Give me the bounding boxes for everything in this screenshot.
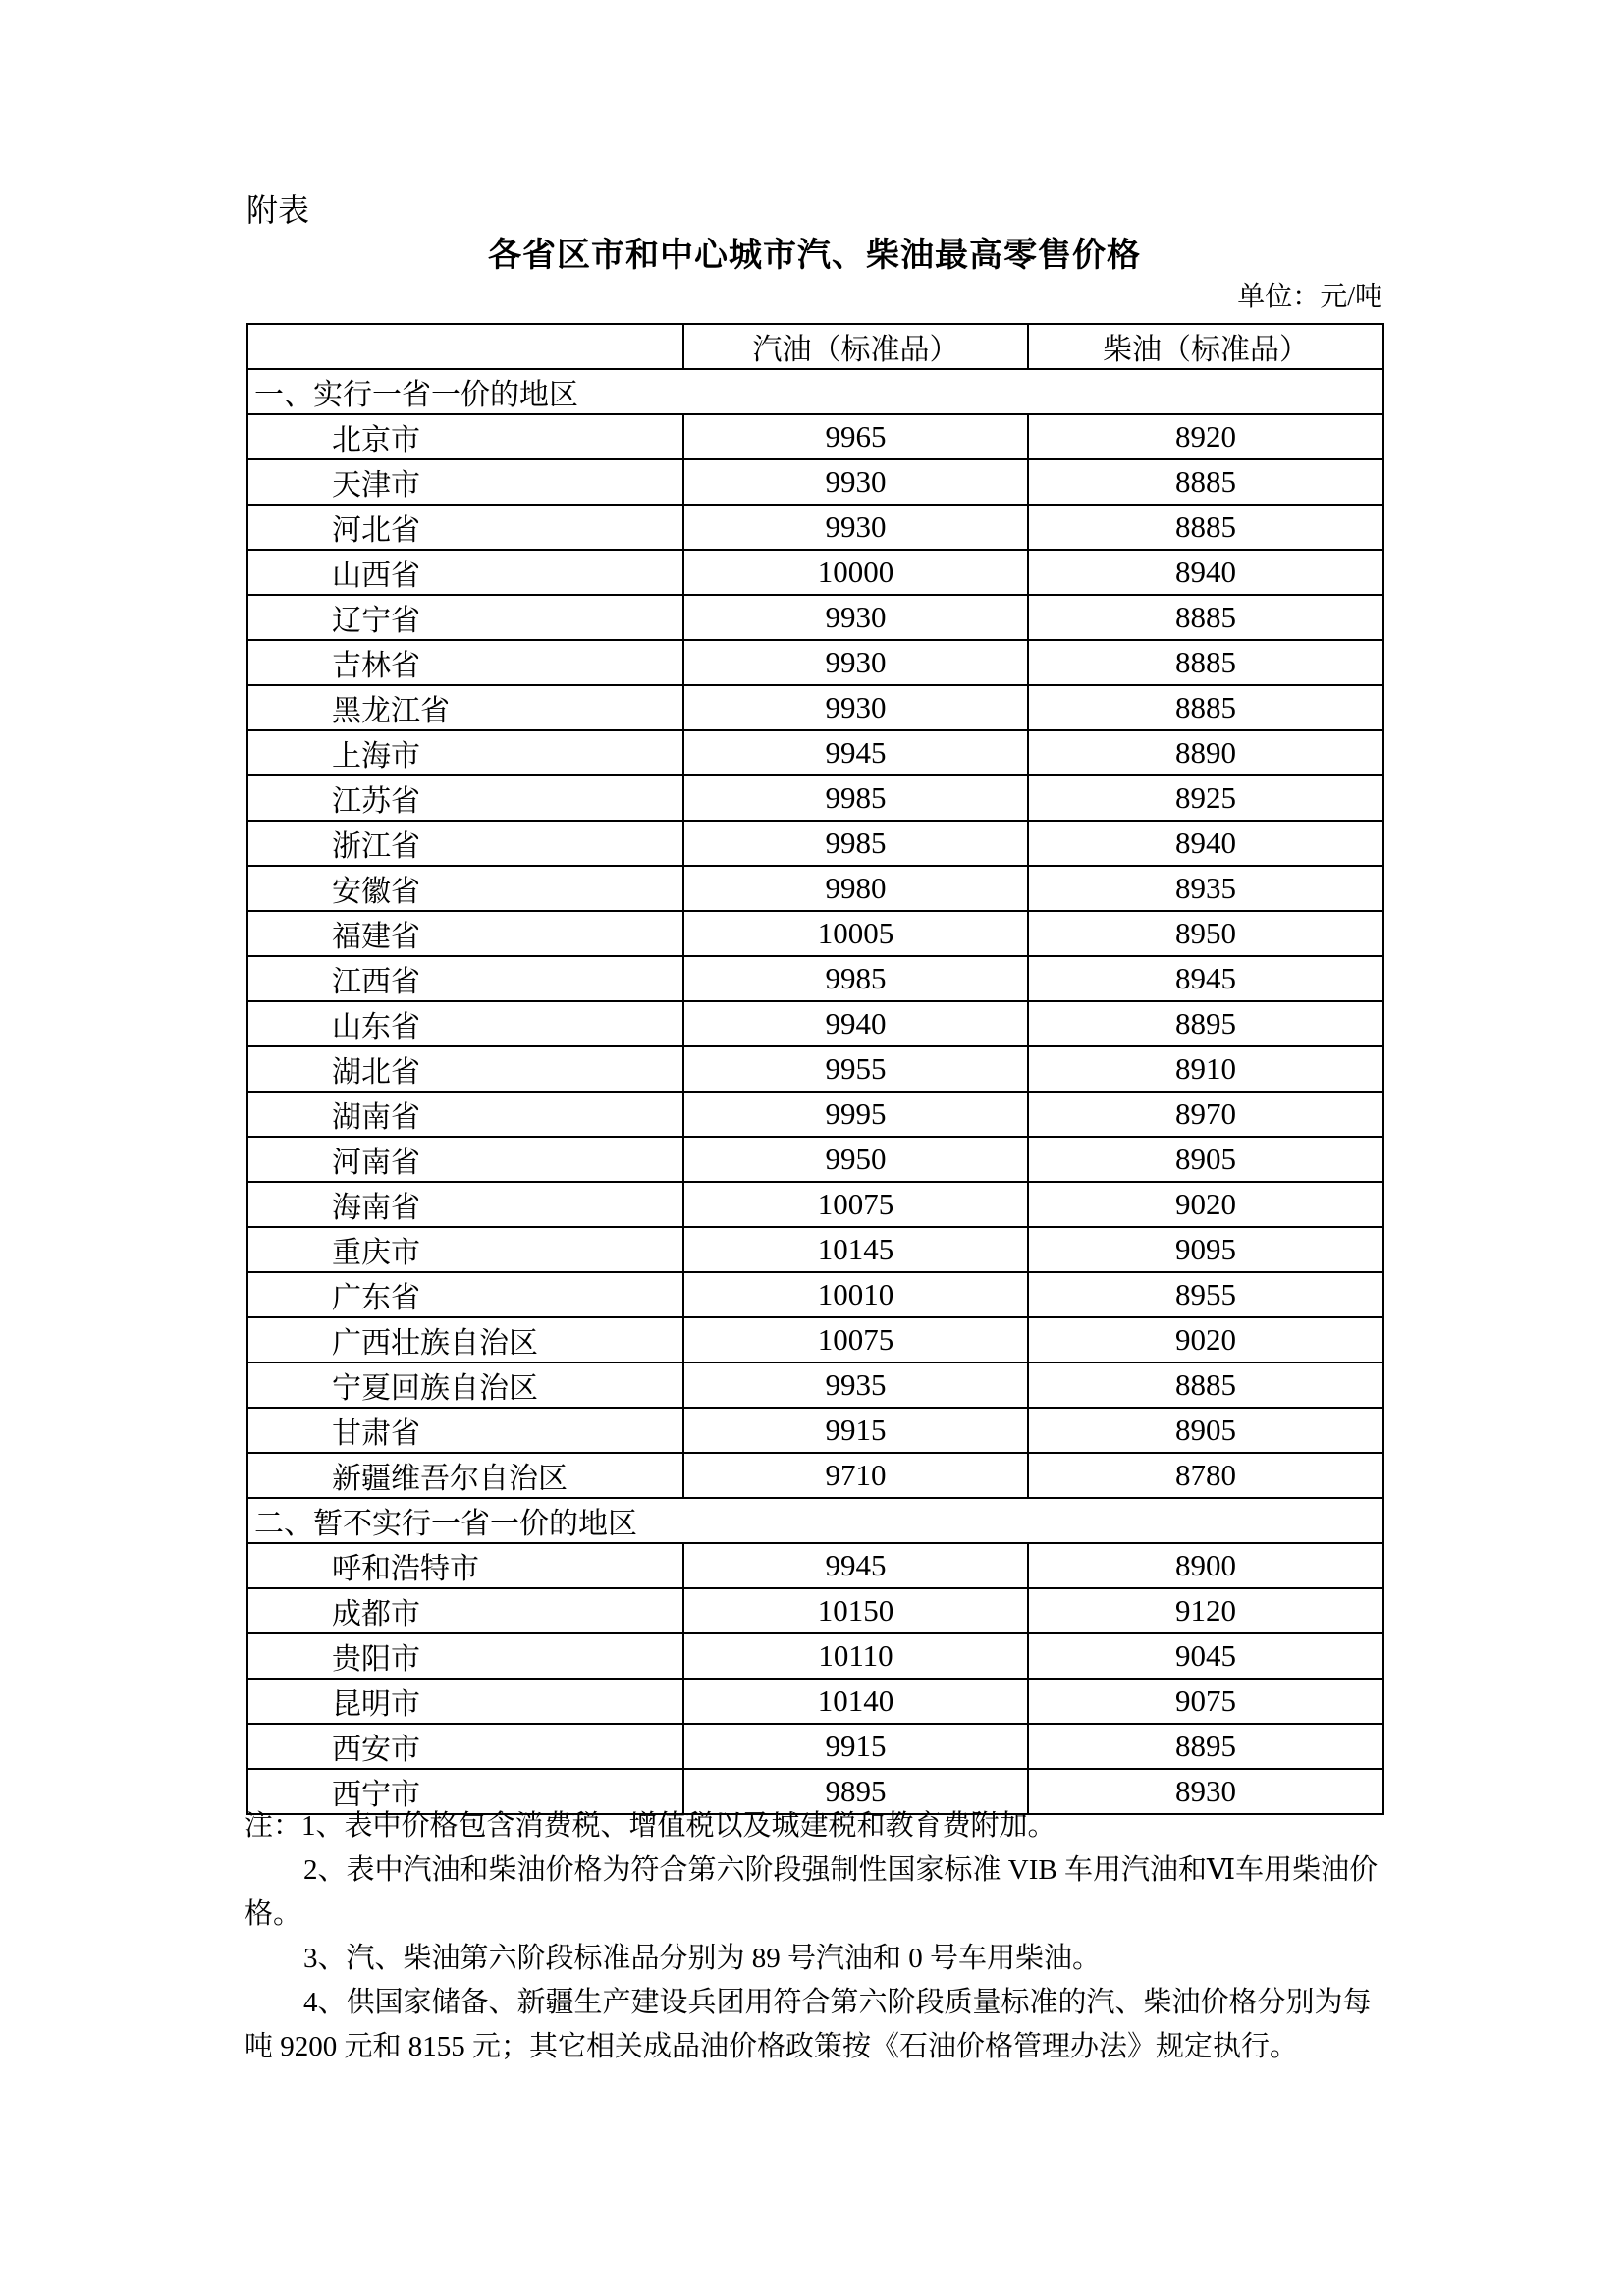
diesel-column-header: 柴油（标准品） [1028, 324, 1383, 369]
diesel-price-cell: 9120 [1028, 1588, 1383, 1633]
table-row [247, 1724, 1383, 1769]
region-cell: 呼和浩特市 [247, 1543, 683, 1588]
region-cell: 重庆市 [247, 1227, 683, 1272]
region-cell: 上海市 [247, 730, 683, 775]
region-cell: 江苏省 [247, 775, 683, 821]
table-row [247, 1182, 1383, 1227]
region-cell: 昆明市 [247, 1679, 683, 1724]
table-row [247, 505, 1383, 550]
diesel-price-cell: 8780 [1028, 1453, 1383, 1498]
gasoline-price-cell: 9945 [683, 730, 1028, 775]
region-cell: 成都市 [247, 1588, 683, 1633]
table-row [247, 730, 1383, 775]
region-cell: 浙江省 [247, 821, 683, 866]
gasoline-price-cell: 10145 [683, 1227, 1028, 1272]
diesel-price-cell: 8970 [1028, 1092, 1383, 1137]
diesel-price-cell: 9020 [1028, 1182, 1383, 1227]
diesel-price-cell: 8940 [1028, 821, 1383, 866]
region-cell: 河南省 [247, 1137, 683, 1182]
diesel-price-cell: 8925 [1028, 775, 1383, 821]
gasoline-price-cell: 9955 [683, 1046, 1028, 1092]
diesel-price-cell: 8945 [1028, 956, 1383, 1001]
table-row [247, 1092, 1383, 1137]
gasoline-price-cell: 9915 [683, 1724, 1028, 1769]
attachment-label: 附表 [246, 192, 310, 228]
diesel-price-cell: 8940 [1028, 550, 1383, 595]
region-cell: 黑龙江省 [247, 685, 683, 730]
region-cell: 广东省 [247, 1272, 683, 1317]
table-row [247, 1679, 1383, 1724]
gasoline-price-cell: 9985 [683, 775, 1028, 821]
diesel-price-cell: 8885 [1028, 685, 1383, 730]
table-row [247, 1453, 1383, 1498]
diesel-price-cell: 8930 [1028, 1769, 1383, 1814]
section-header-row-2 [247, 1498, 1383, 1543]
table-row [247, 956, 1383, 1001]
table-header-row [247, 324, 1383, 369]
gasoline-column-header: 汽油（标准品） [683, 324, 1028, 369]
region-cell: 北京市 [247, 414, 683, 459]
table-row [247, 1362, 1383, 1408]
gasoline-price-cell: 9945 [683, 1543, 1028, 1588]
region-cell: 山西省 [247, 550, 683, 595]
table-row [247, 1543, 1383, 1588]
region-column-header [247, 324, 683, 369]
table-row [247, 595, 1383, 640]
table-row [247, 640, 1383, 685]
diesel-price-cell: 8955 [1028, 1272, 1383, 1317]
region-cell: 吉林省 [247, 640, 683, 685]
region-cell: 江西省 [247, 956, 683, 1001]
gasoline-price-cell: 9930 [683, 595, 1028, 640]
diesel-price-cell: 8905 [1028, 1137, 1383, 1182]
unit-note: 单位：元/吨 [1237, 282, 1382, 312]
region-cell: 山东省 [247, 1001, 683, 1046]
section-header-row-1 [247, 369, 1383, 414]
gasoline-price-cell: 10010 [683, 1272, 1028, 1317]
gasoline-price-cell: 10005 [683, 911, 1028, 956]
notes-block [244, 1804, 1433, 2069]
table-row [247, 414, 1383, 459]
table-row [247, 1001, 1383, 1046]
gasoline-price-cell: 9985 [683, 956, 1028, 1001]
gasoline-price-cell: 10000 [683, 550, 1028, 595]
region-cell: 辽宁省 [247, 595, 683, 640]
gasoline-price-cell: 9965 [683, 414, 1028, 459]
gasoline-price-cell: 9915 [683, 1408, 1028, 1453]
gasoline-price-cell: 10140 [683, 1679, 1028, 1724]
table-row [247, 866, 1383, 911]
region-cell: 福建省 [247, 911, 683, 956]
diesel-price-cell: 8895 [1028, 1724, 1383, 1769]
region-cell: 天津市 [247, 459, 683, 505]
gasoline-price-cell: 9995 [683, 1092, 1028, 1137]
region-cell: 西宁市 [247, 1769, 683, 1814]
diesel-price-cell: 8895 [1028, 1001, 1383, 1046]
note-line: 4、供国家储备、新疆生产建设兵团用符合第六阶段质量标准的汽、柴油价格分别为每 [303, 1987, 1372, 2018]
gasoline-price-cell: 9940 [683, 1001, 1028, 1046]
note-line: 3、汽、柴油第六阶段标准品分别为 89 号汽油和 0 号车用柴油。 [303, 1943, 1102, 1974]
diesel-price-cell: 8910 [1028, 1046, 1383, 1092]
section-header-cell: 一、实行一省一价的地区 [247, 369, 1383, 414]
gasoline-price-cell: 9895 [683, 1769, 1028, 1814]
gasoline-price-cell: 9935 [683, 1362, 1028, 1408]
note-line: 2、表中汽油和柴油价格为符合第六阶段强制性国家标准 VIB 车用汽油和Ⅵ车用柴油价 [303, 1854, 1379, 1886]
gasoline-price-cell: 10150 [683, 1588, 1028, 1633]
diesel-price-cell: 8885 [1028, 505, 1383, 550]
diesel-price-cell: 8885 [1028, 459, 1383, 505]
table-row [247, 685, 1383, 730]
diesel-price-cell: 9020 [1028, 1317, 1383, 1362]
gasoline-price-cell: 9930 [683, 640, 1028, 685]
diesel-price-cell: 9095 [1028, 1227, 1383, 1272]
note-line: 吨 9200 元和 8155 元；其它相关成品油价格政策按《石油价格管理办法》规定执行。 [244, 2031, 1299, 2062]
table-row [247, 459, 1383, 505]
note-line: 格。 [244, 1898, 302, 1930]
region-cell: 海南省 [247, 1182, 683, 1227]
gasoline-price-cell: 9980 [683, 866, 1028, 911]
gasoline-price-cell: 10075 [683, 1182, 1028, 1227]
diesel-price-cell: 9075 [1028, 1679, 1383, 1724]
gasoline-price-cell: 9930 [683, 459, 1028, 505]
region-cell: 湖南省 [247, 1092, 683, 1137]
table-row [247, 1408, 1383, 1453]
price-table [246, 323, 1384, 1815]
diesel-price-cell: 9045 [1028, 1633, 1383, 1679]
gasoline-price-cell: 9950 [683, 1137, 1028, 1182]
diesel-price-cell: 8905 [1028, 1408, 1383, 1453]
region-cell: 西安市 [247, 1724, 683, 1769]
table-row [247, 1227, 1383, 1272]
diesel-price-cell: 8920 [1028, 414, 1383, 459]
diesel-price-cell: 8935 [1028, 866, 1383, 911]
gasoline-price-cell: 10110 [683, 1633, 1028, 1679]
region-cell: 河北省 [247, 505, 683, 550]
table-row [247, 821, 1383, 866]
region-cell: 甘肃省 [247, 1408, 683, 1453]
gasoline-price-cell: 9985 [683, 821, 1028, 866]
diesel-price-cell: 8890 [1028, 730, 1383, 775]
gasoline-price-cell: 10075 [683, 1317, 1028, 1362]
region-cell: 广西壮族自治区 [247, 1317, 683, 1362]
table-row [247, 1272, 1383, 1317]
region-cell: 贵阳市 [247, 1633, 683, 1679]
table-row [247, 775, 1383, 821]
gasoline-price-cell: 9710 [683, 1453, 1028, 1498]
table-row [247, 1633, 1383, 1679]
diesel-price-cell: 8885 [1028, 595, 1383, 640]
region-cell: 宁夏回族自治区 [247, 1362, 683, 1408]
table-row [247, 1046, 1383, 1092]
table-row [247, 1588, 1383, 1633]
table-row [247, 911, 1383, 956]
table-row [247, 1137, 1383, 1182]
diesel-price-cell: 8950 [1028, 911, 1383, 956]
gasoline-price-cell: 9930 [683, 505, 1028, 550]
region-cell: 湖北省 [247, 1046, 683, 1092]
region-cell: 新疆维吾尔自治区 [247, 1453, 683, 1498]
diesel-price-cell: 8885 [1028, 640, 1383, 685]
diesel-price-cell: 8885 [1028, 1362, 1383, 1408]
diesel-price-cell: 8900 [1028, 1543, 1383, 1588]
page-title: 各省区市和中心城市汽、柴油最高零售价格 [488, 237, 1141, 274]
table-row [247, 550, 1383, 595]
section-header-cell: 二、暂不实行一省一价的地区 [247, 1498, 1383, 1543]
region-cell: 安徽省 [247, 866, 683, 911]
table-row [247, 1317, 1383, 1362]
note-line: 注：1、表中价格包含消费税、增值税以及城建税和教育费附加。 [244, 1810, 1056, 1842]
gasoline-price-cell: 9930 [683, 685, 1028, 730]
